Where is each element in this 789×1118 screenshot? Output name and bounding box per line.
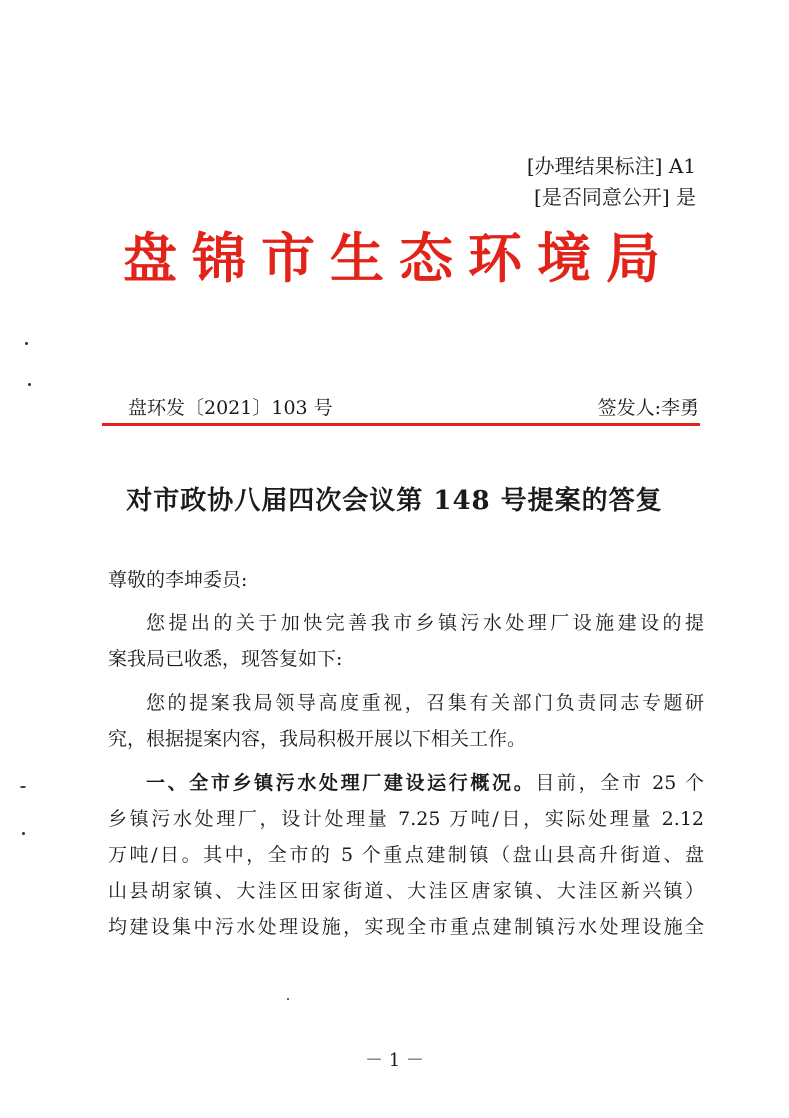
paragraph-line: 乡镇污水处理厂，设计处理量 7.25 万吨/日，实际处理量 2.12 (108, 808, 704, 830)
paragraph-text: 目前，全市 25 个 (535, 772, 704, 794)
paragraph-3 (108, 765, 704, 945)
scan-speck (22, 832, 25, 835)
paragraph-line: 究，根据提案内容，我局积极开展以下相关工作。 (108, 728, 527, 750)
scan-speck (287, 998, 289, 1000)
paragraph-1 (108, 605, 704, 677)
document-number: 盘环发〔2021〕103 号 (128, 397, 333, 419)
scan-speck (20, 786, 26, 788)
agency-letterhead: 盘锦市生态环境局 (123, 226, 675, 290)
paragraph-line: 案我局已收悉，现答复如下: (108, 648, 343, 670)
scan-speck (28, 383, 31, 386)
document-title: 对市政协八届四次会议第 148 号提案的答复 (126, 486, 663, 516)
paragraph-line: 山县胡家镇、大洼区田家街道、大洼区唐家镇、大洼区新兴镇） (108, 880, 704, 902)
paragraph-line: 万吨/日。其中，全市的 5 个重点建制镇（盘山县高升街道、盘 (108, 844, 704, 866)
scan-speck (25, 342, 28, 345)
paragraph-line: 您的提案我局领导高度重视，召集有关部门负责同志专题研 (146, 692, 704, 714)
paragraph-line (108, 765, 704, 801)
paragraph-2 (108, 685, 704, 757)
signer: 签发人:李勇 (597, 397, 699, 419)
handling-result-note: [办理结果标注] A1 (526, 154, 696, 178)
red-divider-line (102, 423, 700, 426)
section-heading: 一、全市乡镇污水处理厂建设运行概况。 (146, 772, 536, 794)
salutation: 尊敬的李坤委员: (108, 569, 248, 591)
paragraph-line: 均建设集中污水处理设施，实现全市重点建制镇污水处理设施全 (108, 916, 704, 938)
paragraph-line: 您提出的关于加快完善我市乡镇污水处理厂设施建设的提 (146, 612, 704, 634)
disclosure-note: [是否同意公开] 是 (534, 185, 696, 209)
page-number: － 1 － (365, 1050, 424, 1071)
